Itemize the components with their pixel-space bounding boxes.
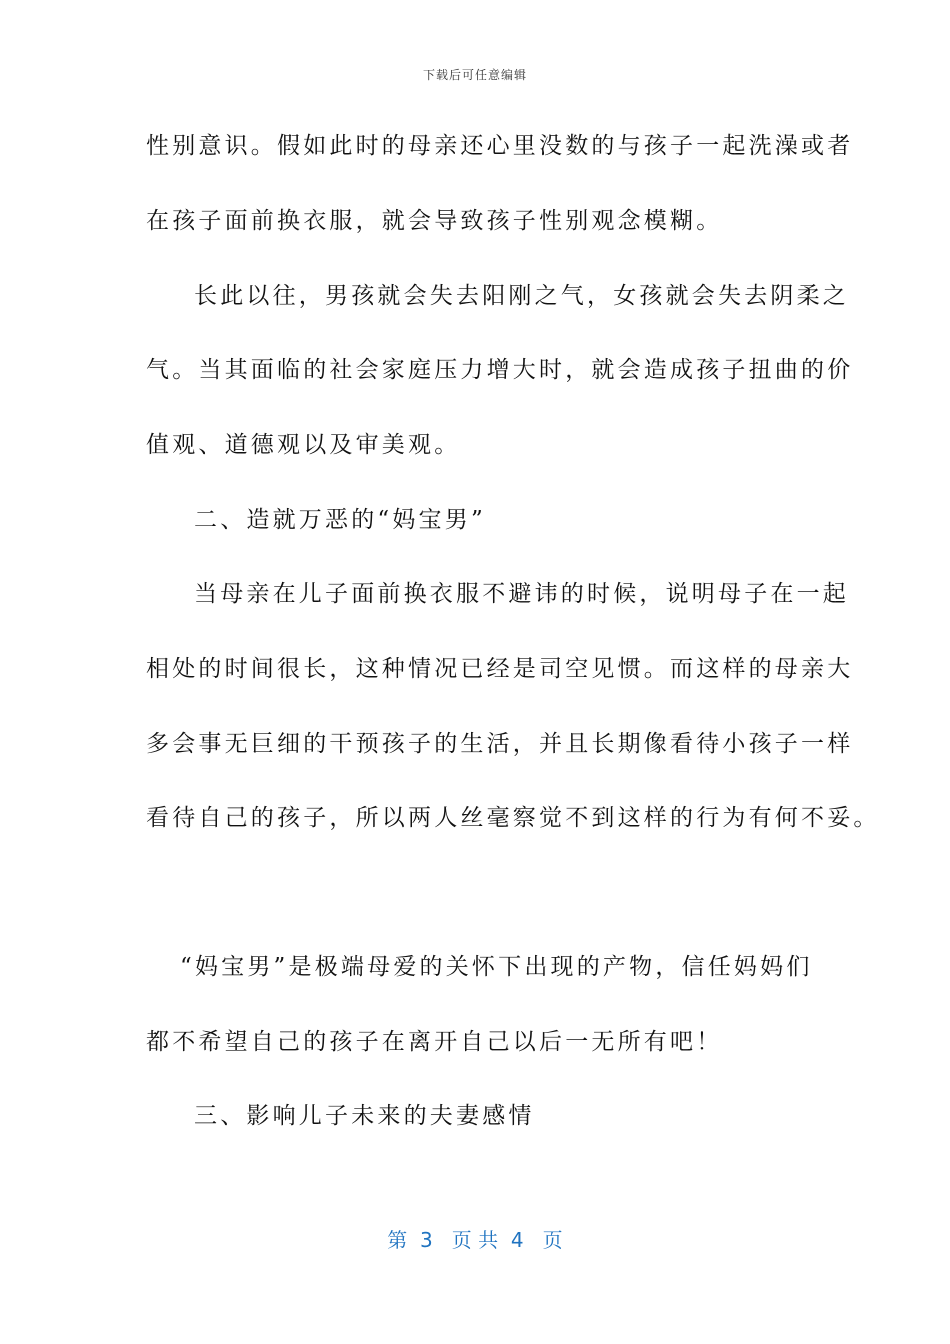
paragraph-line: 气。当其面临的社会家庭压力增大时，就会造成孩子扭曲的价: [146, 357, 854, 383]
paragraph-line: 多会事无巨细的干预孩子的生活，并且长期像看待小孩子一样: [146, 731, 854, 757]
paragraph-line: 值观、道德观以及审美观。: [146, 432, 461, 458]
section-heading: 三、影响儿子未来的夫妻感情: [194, 1103, 535, 1129]
paragraph-line: “妈宝男”是极端母爱的关怀下出现的产物，信任妈妈们: [180, 954, 813, 980]
paragraph-line: 长此以往，男孩就会失去阳刚之气，女孩就会失去阴柔之: [194, 283, 849, 309]
paragraph-line: 看待自己的孩子，所以两人丝毫察觉不到这样的行为有何不妥。: [146, 805, 880, 831]
paragraph-line: 性别意识。假如此时的母亲还心里没数的与孩子一起洗澡或者: [146, 133, 854, 159]
section-heading: 二、造就万恶的“妈宝男”: [194, 507, 486, 533]
paragraph-line: 相处的时间很长，这种情况已经是司空见惯。而这样的母亲大: [146, 656, 854, 682]
paragraph-line: 都不希望自己的孩子在离开自己以后一无所有吧！: [146, 1029, 723, 1055]
paragraph-line: 当母亲在儿子面前换衣服不避讳的时候，说明母子在一起: [194, 581, 849, 607]
page-header: 下载后可任意编辑: [422, 68, 527, 82]
page-footer: 第 3 页 共 4 页: [387, 1228, 563, 1252]
paragraph-line: 在孩子面前换衣服，就会导致孩子性别观念模糊。: [146, 208, 723, 234]
